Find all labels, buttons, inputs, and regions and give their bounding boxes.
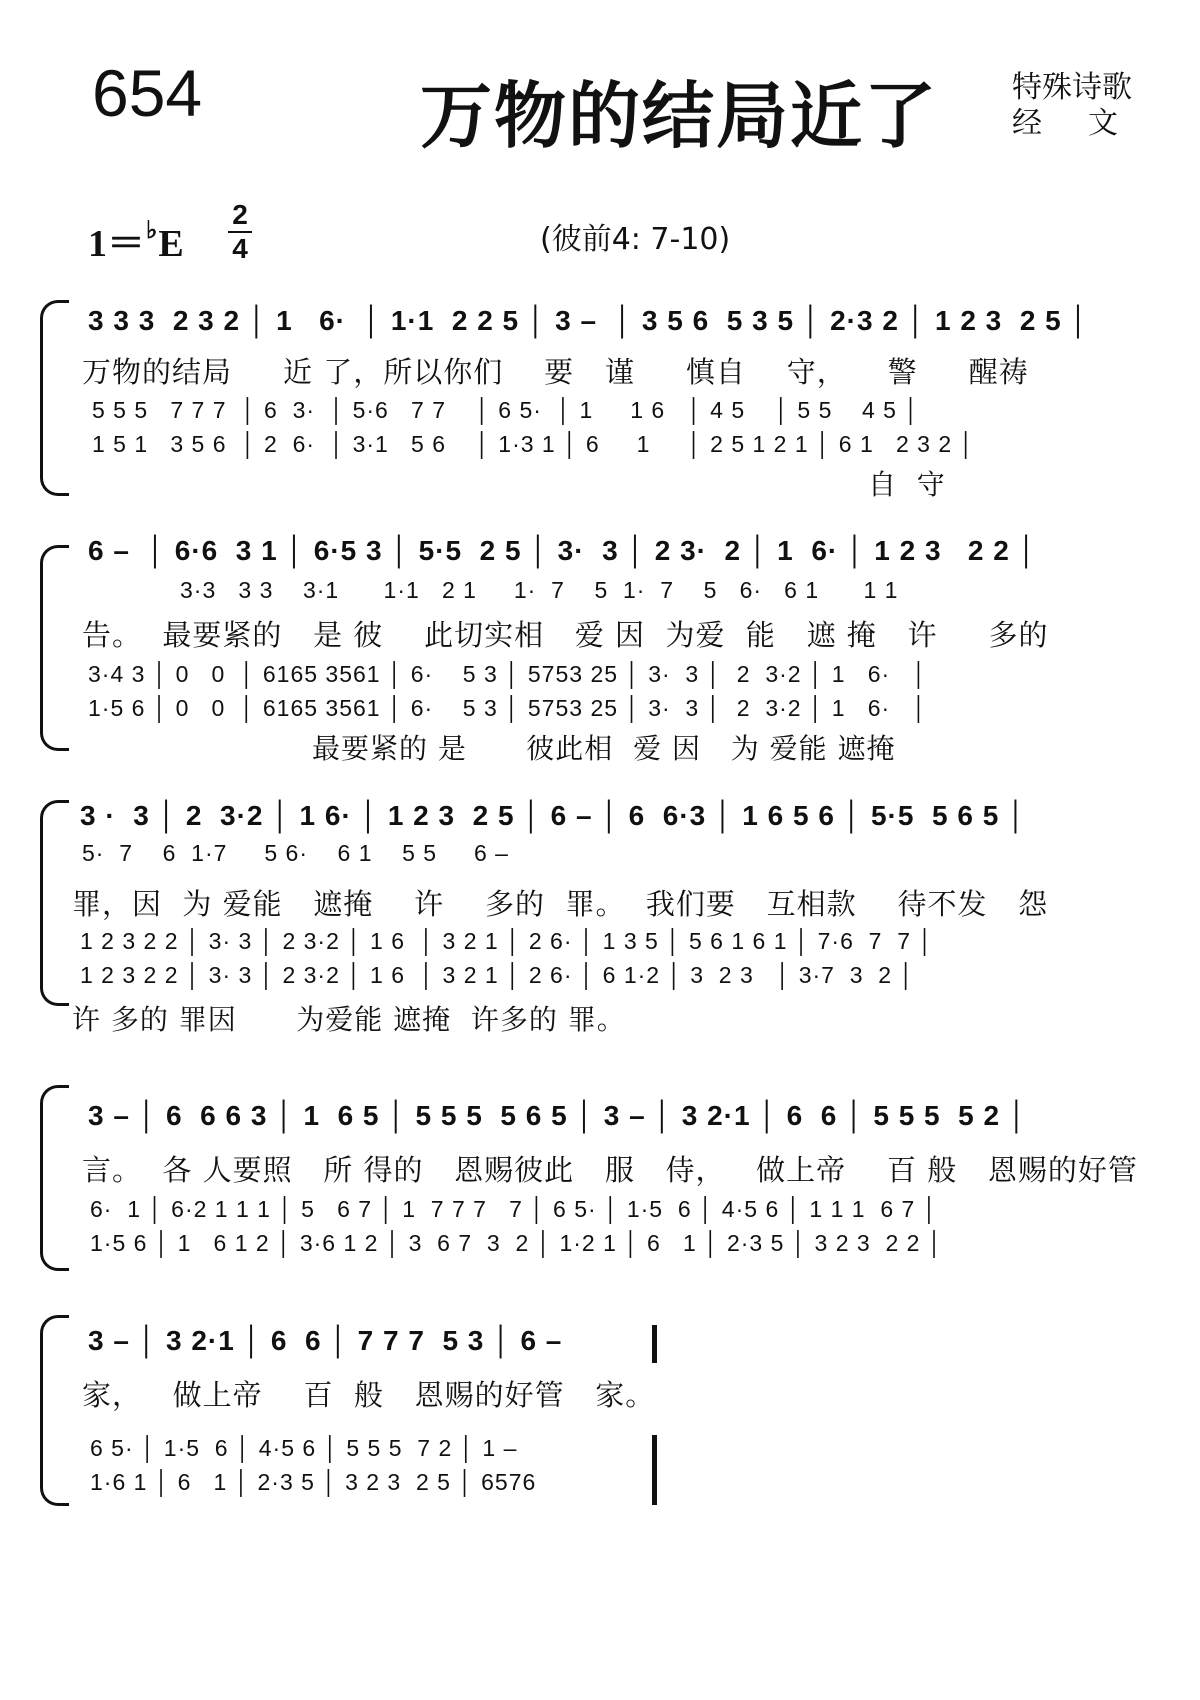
hymn-title: 万物的结局近了 xyxy=(420,74,939,158)
system-brace xyxy=(40,1315,69,1506)
flat-symbol: ♭ xyxy=(146,218,158,244)
harmony-mid-line: 3·4 3 │ 0 0 │ 6165 3561 │ 6· 5 3 │ 5753 25 │ 3· 3 │ 2 3·2 │ 1 6· │ xyxy=(88,661,928,687)
final-barline xyxy=(652,1325,657,1363)
harmony-lyric-line: 自 守 xyxy=(868,468,946,501)
melody-line: 3 – │ 6 6 6 3 │ 1 6 5 │ 5 5 5 5 6 5 │ 3 – │ 3 2·1 │ 6 6 │ 5 5 5 5 2 │ xyxy=(88,1100,1028,1131)
harmony-lyric-line: 许 多的 罪因 为爱能 遮掩 许多的 罪。 xyxy=(72,1003,626,1036)
system-brace xyxy=(40,800,69,1006)
harmony-upper-line: 5· 7 6 1·7 5 6· 6 1 5 5 6 – xyxy=(82,840,509,866)
key-note: E xyxy=(158,223,184,265)
harmony-lyric-line: 最要紧的 是 彼此相 爱 因 为 爱能 遮掩 xyxy=(312,732,896,765)
harmony-lower-line: 1·6 1 │ 6 1 │ 2·3 5 │ 3 2 3 2 5 │ 6576 xyxy=(90,1469,537,1495)
category-label: 特殊诗歌 xyxy=(1012,70,1132,105)
harmony-mid-line: 1 2 3 2 2 │ 3· 3 │ 2 3·2 │ 1 6 │ 3 2 1 │ 2 6· │ 1 3 5 │ 5 6 1 6 1 │ 7·6 7 7 │ xyxy=(80,928,934,954)
harmony-upper-line: 3·3 3 3 3·1 1·1 2 1 1· 7 5 1· 7 5 6· 6 1 1 1 xyxy=(180,577,899,603)
lyric-line: 家， 做上帝 百 般 恩赐的好管 家。 xyxy=(82,1378,656,1412)
lyric-line: 万物的结局 近 了，所以你们 要 谨 慎自 守， 警 醒祷 xyxy=(82,355,1029,389)
lyric-line: 告。 最要紧的 是 彼 此切实相 爱 因 为爱 能 遮 掩 许 多的 xyxy=(82,618,1049,652)
key-prefix: 1＝ xyxy=(88,223,146,265)
harmony-lower-line: 1·5 6 │ 0 0 │ 6165 3561 │ 6· 5 3 │ 5753 25 │ 3· 3 │ 2 3·2 │ 1 6· │ xyxy=(88,695,928,721)
category-sub-label: 经文 xyxy=(1012,106,1164,141)
melody-line: 3 · 3 │ 2 3·2 │ 1 6· │ 1 2 3 2 5 │ 6 – │ 6 6·3 │ 1 6 5 6 │ 5·5 5 6 5 │ xyxy=(80,800,1027,831)
melody-line: 3 – │ 3 2·1 │ 6 6 │ 7 7 7 5 3 │ 6 – xyxy=(88,1325,563,1356)
melody-line: 3 3 3 2 3 2 │ 1 6· │ 1·1 2 2 5 │ 3 – │ 3 5 6 5 3 5 │ 2·3 2 │ 1 2 3 2 5 │ xyxy=(88,305,1090,336)
final-barline xyxy=(652,1435,657,1505)
melody-line: 6 – │ 6·6 3 1 │ 6·5 3 │ 5·5 2 5 │ 3· 3 │ 2 3· 2 │ 1 6· │ 1 2 3 2 2 │ xyxy=(88,535,1038,566)
time-signature xyxy=(228,200,252,264)
time-signature-bottom: 4 xyxy=(232,233,248,264)
harmony-lower-line: 1 5 1 3 5 6 │ 2 6· │ 3·1 5 6 │ 1·3 1 │ 6 1 │ 2 5 1 2 1 │ 6 1 2 3 2 │ xyxy=(92,431,975,457)
lyric-line: 罪，因 为 爱能 遮掩 许 多的 罪。 我们要 互相款 待不发 怨 xyxy=(72,887,1049,921)
hymn-number: 654 xyxy=(92,56,203,130)
time-signature-top: 2 xyxy=(232,199,248,230)
system-brace xyxy=(40,545,69,751)
harmony-upper-line: 6 5· │ 1·5 6 │ 4·5 6 │ 5 5 5 7 2 │ 1 – xyxy=(90,1435,518,1461)
harmony-upper-line: 6· 1 │ 6·2 1 1 1 │ 5 6 7 │ 1 7 7 7 7 │ 6 5· │ 1·5 6 │ 4·5 6 │ 1 1 1 6 7 │ xyxy=(90,1196,939,1222)
system-brace xyxy=(40,300,69,496)
harmony-upper-line: 5 5 5 7 7 7 │ 6 3· │ 5·6 7 7 │ 6 5· │ 1 1 6 │ 4 5 │ 5 5 4 5 │ xyxy=(92,397,920,423)
harmony-lower-line: 1 2 3 2 2 │ 3· 3 │ 2 3·2 │ 1 6 │ 3 2 1 │ 2 6· │ 6 1·2 │ 3 2 3 │ 3·7 3 2 │ xyxy=(80,962,915,988)
harmony-lower-line: 1·5 6 │ 1 6 1 2 │ 3·6 1 2 │ 3 6 7 3 2 │ 1·2 1 │ 6 1 │ 2·3 5 │ 3 2 3 2 2 │ xyxy=(90,1230,944,1256)
system-brace xyxy=(40,1085,69,1271)
lyric-line: 言。 各 人要照 所 得的 恩赐彼此 服 侍， 做上帝 百 般 恩赐的好管 xyxy=(82,1153,1138,1187)
scripture-reference: (彼前4: 7-10) xyxy=(540,222,731,257)
key-signature xyxy=(88,212,184,267)
